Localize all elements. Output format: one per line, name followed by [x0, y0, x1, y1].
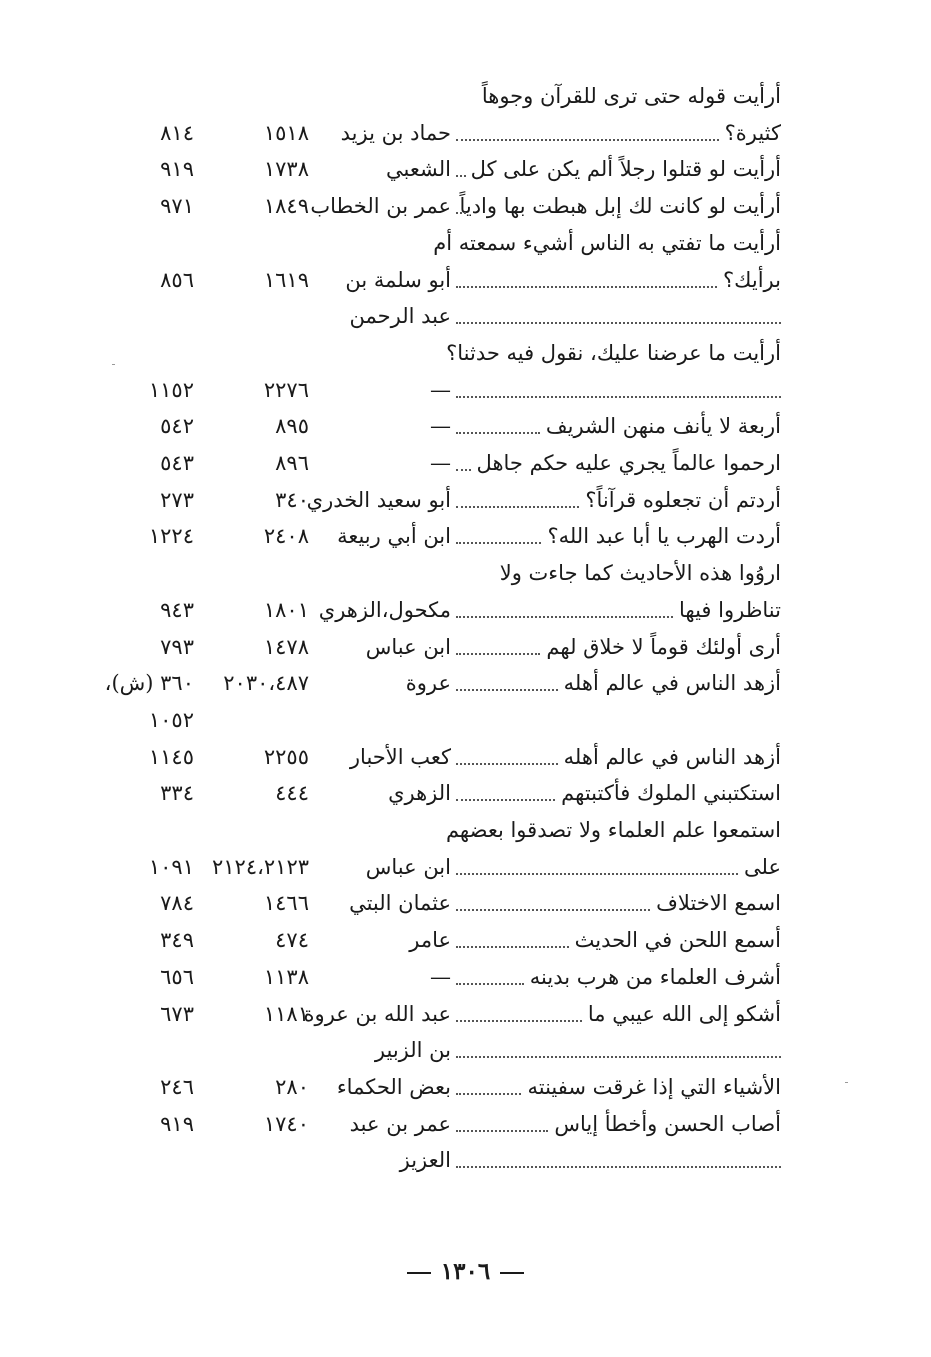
index-row — [0, 1069, 931, 1105]
entry-hadith-number: ٣٤٠ — [275, 488, 309, 512]
entry-narrator: عمر بن الخطاب — [310, 194, 451, 218]
leader-dots — [456, 909, 650, 911]
entry-narrator: عمر بن عبد — [349, 1112, 451, 1136]
index-row — [0, 629, 931, 665]
entry-page-number: ٦٥٦ — [160, 965, 194, 989]
entry-phrase: أرأيت قوله حتى ترى للقرآن وجوهاً — [481, 84, 781, 108]
leader-dots — [456, 1020, 582, 1022]
entry-phrase: الأشياء التي إذا غرقت سفينته — [527, 1075, 781, 1099]
index-row — [0, 188, 931, 224]
entry-hadith-number: ١١٨١ — [263, 1002, 309, 1026]
entry-page-number: ١١٤٥ — [148, 745, 194, 769]
index-row — [0, 115, 931, 151]
entry-page-number: ٩٧١ — [160, 194, 194, 218]
leader-dots — [456, 799, 555, 801]
entry-page-number: ٢٧٣ — [160, 488, 194, 512]
index-row — [0, 445, 931, 481]
entry-phrase: أرأيت ما عرضنا عليك، نقول فيه حدثنا؟ — [446, 341, 781, 365]
leader-dots — [456, 1166, 781, 1168]
entry-page-number: ٣٤٩ — [160, 928, 194, 952]
entry-page-number: ٨٥٦ — [160, 268, 194, 292]
index-row — [0, 592, 931, 628]
entry-page-number: ٦٧٣ — [160, 1002, 194, 1026]
entry-narrator: بعض الحكماء — [336, 1075, 451, 1099]
entry-narrator: ابن أبي ربيعة — [337, 524, 451, 548]
entry-page-number: ٥٤٣ — [160, 451, 194, 475]
entry-phrase: أردت الهرب يا أبا عبد الله؟ — [547, 524, 781, 548]
leader-dots — [456, 946, 569, 948]
leader-dots — [456, 542, 541, 544]
index-row — [0, 78, 931, 114]
leader-dots — [456, 653, 540, 655]
index-row — [0, 885, 931, 921]
entry-narrator: — — [430, 965, 451, 989]
entry-hadith-number: ٢٢٥٥ — [263, 745, 309, 769]
index-row — [0, 555, 931, 591]
index-row — [0, 372, 931, 408]
entry-phrase: أردتم أن تجعلوه قرآناً؟ — [585, 488, 781, 512]
entry-page-number: ١٠٥٢ — [148, 708, 194, 732]
entry-narrator: الشعبي — [386, 157, 451, 181]
entry-phrase: أزهد الناس في عالم أهله — [563, 745, 781, 769]
folio-dash-left — [407, 1272, 431, 1274]
entry-phrase: أشكو إلى الله عيبي ما — [587, 1002, 781, 1026]
entry-page-number: ٢٤٦ — [160, 1075, 194, 1099]
entry-phrase: أصاب الحسن وأخطأ إياس — [554, 1112, 781, 1136]
entry-narrator: — — [430, 451, 451, 475]
entry-hadith-number: ٨٩٥ — [275, 414, 309, 438]
index-row — [0, 996, 931, 1032]
entry-page-number: ٩١٩ — [160, 1112, 194, 1136]
index-row — [0, 849, 931, 885]
entry-narrator: — — [430, 378, 451, 402]
index-row — [0, 225, 931, 261]
index-row — [0, 335, 931, 371]
index-row — [0, 262, 931, 298]
entry-hadith-number: ٢٤٠٨ — [263, 524, 309, 548]
index-row — [0, 1106, 931, 1142]
leader-dots — [456, 139, 719, 141]
leader-dots — [456, 763, 558, 765]
page-number-text: ١٣٠٦ — [440, 1258, 491, 1285]
entry-hadith-number: ١٨٤٩ — [263, 194, 309, 218]
leader-dots — [456, 616, 673, 618]
leader-dots — [456, 432, 540, 434]
entry-hadith-number: ٤٤٤ — [275, 781, 309, 805]
entry-phrase: اسمع الاختلاف — [656, 891, 781, 915]
entry-phrase: تناظروا فيها — [679, 598, 781, 622]
entry-hadith-number: ١٥١٨ — [263, 121, 309, 145]
entry-phrase: أشرف العلماء من هرب بدينه — [529, 965, 781, 989]
index-row — [0, 959, 931, 995]
entry-hadith-number: ٤٧٤ — [275, 928, 309, 952]
index-row — [0, 922, 931, 958]
leader-dots — [456, 689, 558, 691]
entry-page-number: ٩٤٣ — [160, 598, 194, 622]
entry-hadith-number: ٢١٢٤،٢١٢٣ — [211, 855, 309, 879]
leader-dots — [456, 212, 466, 214]
entry-phrase: أرأيت ما تفتي به الناس أشيء سمعته أم — [433, 231, 781, 255]
entry-phrase: أرى أولئك قوماً لا خلاق لهم — [546, 635, 781, 659]
entry-narrator: مكحول،الزهري — [318, 598, 451, 622]
scan-speck — [112, 364, 115, 365]
entry-page-number: ٥٤٢ — [160, 414, 194, 438]
index-row — [0, 775, 931, 811]
folio-dash-right — [500, 1272, 524, 1274]
entry-phrase: أسمع اللحن في الحديث — [574, 928, 781, 952]
entry-narrator: العزيز — [399, 1148, 451, 1172]
index-row — [0, 482, 931, 518]
entry-phrase: ارحموا عالماً يجري عليه حكم جاهل — [476, 451, 781, 475]
entry-phrase: أربعة لا يأنف منهن الشريف — [545, 414, 781, 438]
entry-narrator: — — [430, 414, 451, 438]
index-row — [0, 408, 931, 444]
entry-hadith-number: ١١٣٨ — [263, 965, 309, 989]
index-row — [0, 518, 931, 554]
entry-narrator: ابن عباس — [365, 635, 451, 659]
entry-phrase: أزهد الناس في عالم أهله — [563, 671, 781, 695]
index-row — [0, 151, 931, 187]
leader-dots — [456, 322, 781, 324]
entry-narrator: عثمان البتي — [349, 891, 451, 915]
entry-page-number: ٨١٤ — [160, 121, 194, 145]
leader-dots — [456, 1056, 781, 1058]
entry-narrator: ابن عباس — [365, 855, 451, 879]
entry-page-number: ٣٦٠ (ش)، — [104, 671, 194, 695]
leader-dots — [456, 286, 717, 288]
leader-dots — [456, 873, 738, 875]
entry-page-number: ٣٣٤ — [160, 781, 194, 805]
entry-narrator: حماد بن يزيد — [340, 121, 451, 145]
entry-narrator: عبد الرحمن — [349, 304, 451, 328]
entry-hadith-number: ١٤٧٨ — [263, 635, 309, 659]
entry-narrator: كعب الأحبار — [349, 745, 451, 769]
entry-hadith-number: ١٧٤٠ — [263, 1112, 309, 1136]
entry-phrase: استكتبني الملوك فأكتبتهم — [561, 781, 781, 805]
page-number — [0, 1252, 931, 1292]
leader-dots — [456, 469, 471, 471]
index-row — [0, 739, 931, 775]
scan-speck — [845, 1082, 848, 1083]
leader-dots — [456, 1130, 548, 1132]
leader-dots — [456, 1093, 521, 1095]
entry-narrator: بن الزبير — [374, 1038, 451, 1062]
entry-narrator: عامر — [409, 928, 451, 952]
entry-page-number: ٩١٩ — [160, 157, 194, 181]
leader-dots — [456, 396, 781, 398]
entry-hadith-number: ١٧٣٨ — [263, 157, 309, 181]
entry-phrase: برأيك؟ — [723, 268, 781, 292]
entry-page-number: ١٢٢٤ — [148, 524, 194, 548]
entry-hadith-number: ١٨٠١ — [263, 598, 309, 622]
entry-page-number: ١١٥٢ — [148, 378, 194, 402]
entry-phrase: أرأيت لو قتلوا رجلاً ألم يكن على كل — [470, 157, 781, 181]
entry-hadith-number: ٢٠٣٠،٤٨٧ — [223, 671, 309, 695]
entry-phrase: كثيرة؟ — [724, 121, 781, 145]
entry-narrator: عبد الله بن عروة — [303, 1002, 451, 1026]
entry-hadith-number: ١٦١٩ — [263, 268, 309, 292]
index-row — [0, 702, 931, 738]
index-row — [0, 298, 931, 334]
entry-page-number: ٧٩٣ — [160, 635, 194, 659]
entry-narrator: أبو سعيد الخدري — [306, 488, 451, 512]
entry-phrase: على — [744, 855, 781, 879]
entry-hadith-number: ١٤٦٦ — [263, 891, 309, 915]
entry-hadith-number: ٢٨٠ — [275, 1075, 309, 1099]
entry-phrase: اروُوا هذه الأحاديث كما جاءت ولا — [499, 561, 781, 585]
entry-narrator: الزهري — [388, 781, 451, 805]
leader-dots — [456, 983, 524, 985]
entry-phrase: أرأيت لو كانت لك إبل هبطت بها وادياً — [459, 194, 781, 218]
entry-hadith-number: ٨٩٦ — [275, 451, 309, 475]
entry-narrator: أبو سلمة بن — [345, 268, 451, 292]
entry-hadith-number: ٢٢٧٦ — [263, 378, 309, 402]
entry-page-number: ٧٨٤ — [160, 891, 194, 915]
index-row — [0, 1142, 931, 1178]
entry-page-number: ١٠٩١ — [148, 855, 194, 879]
index-row — [0, 812, 931, 848]
leader-dots — [456, 506, 579, 508]
leader-dots — [456, 175, 466, 177]
index-row — [0, 665, 931, 701]
index-row — [0, 1032, 931, 1068]
entry-phrase: استمعوا علم العلماء ولا تصدقوا بعضهم — [445, 818, 781, 842]
entry-narrator: عروة — [405, 671, 451, 695]
